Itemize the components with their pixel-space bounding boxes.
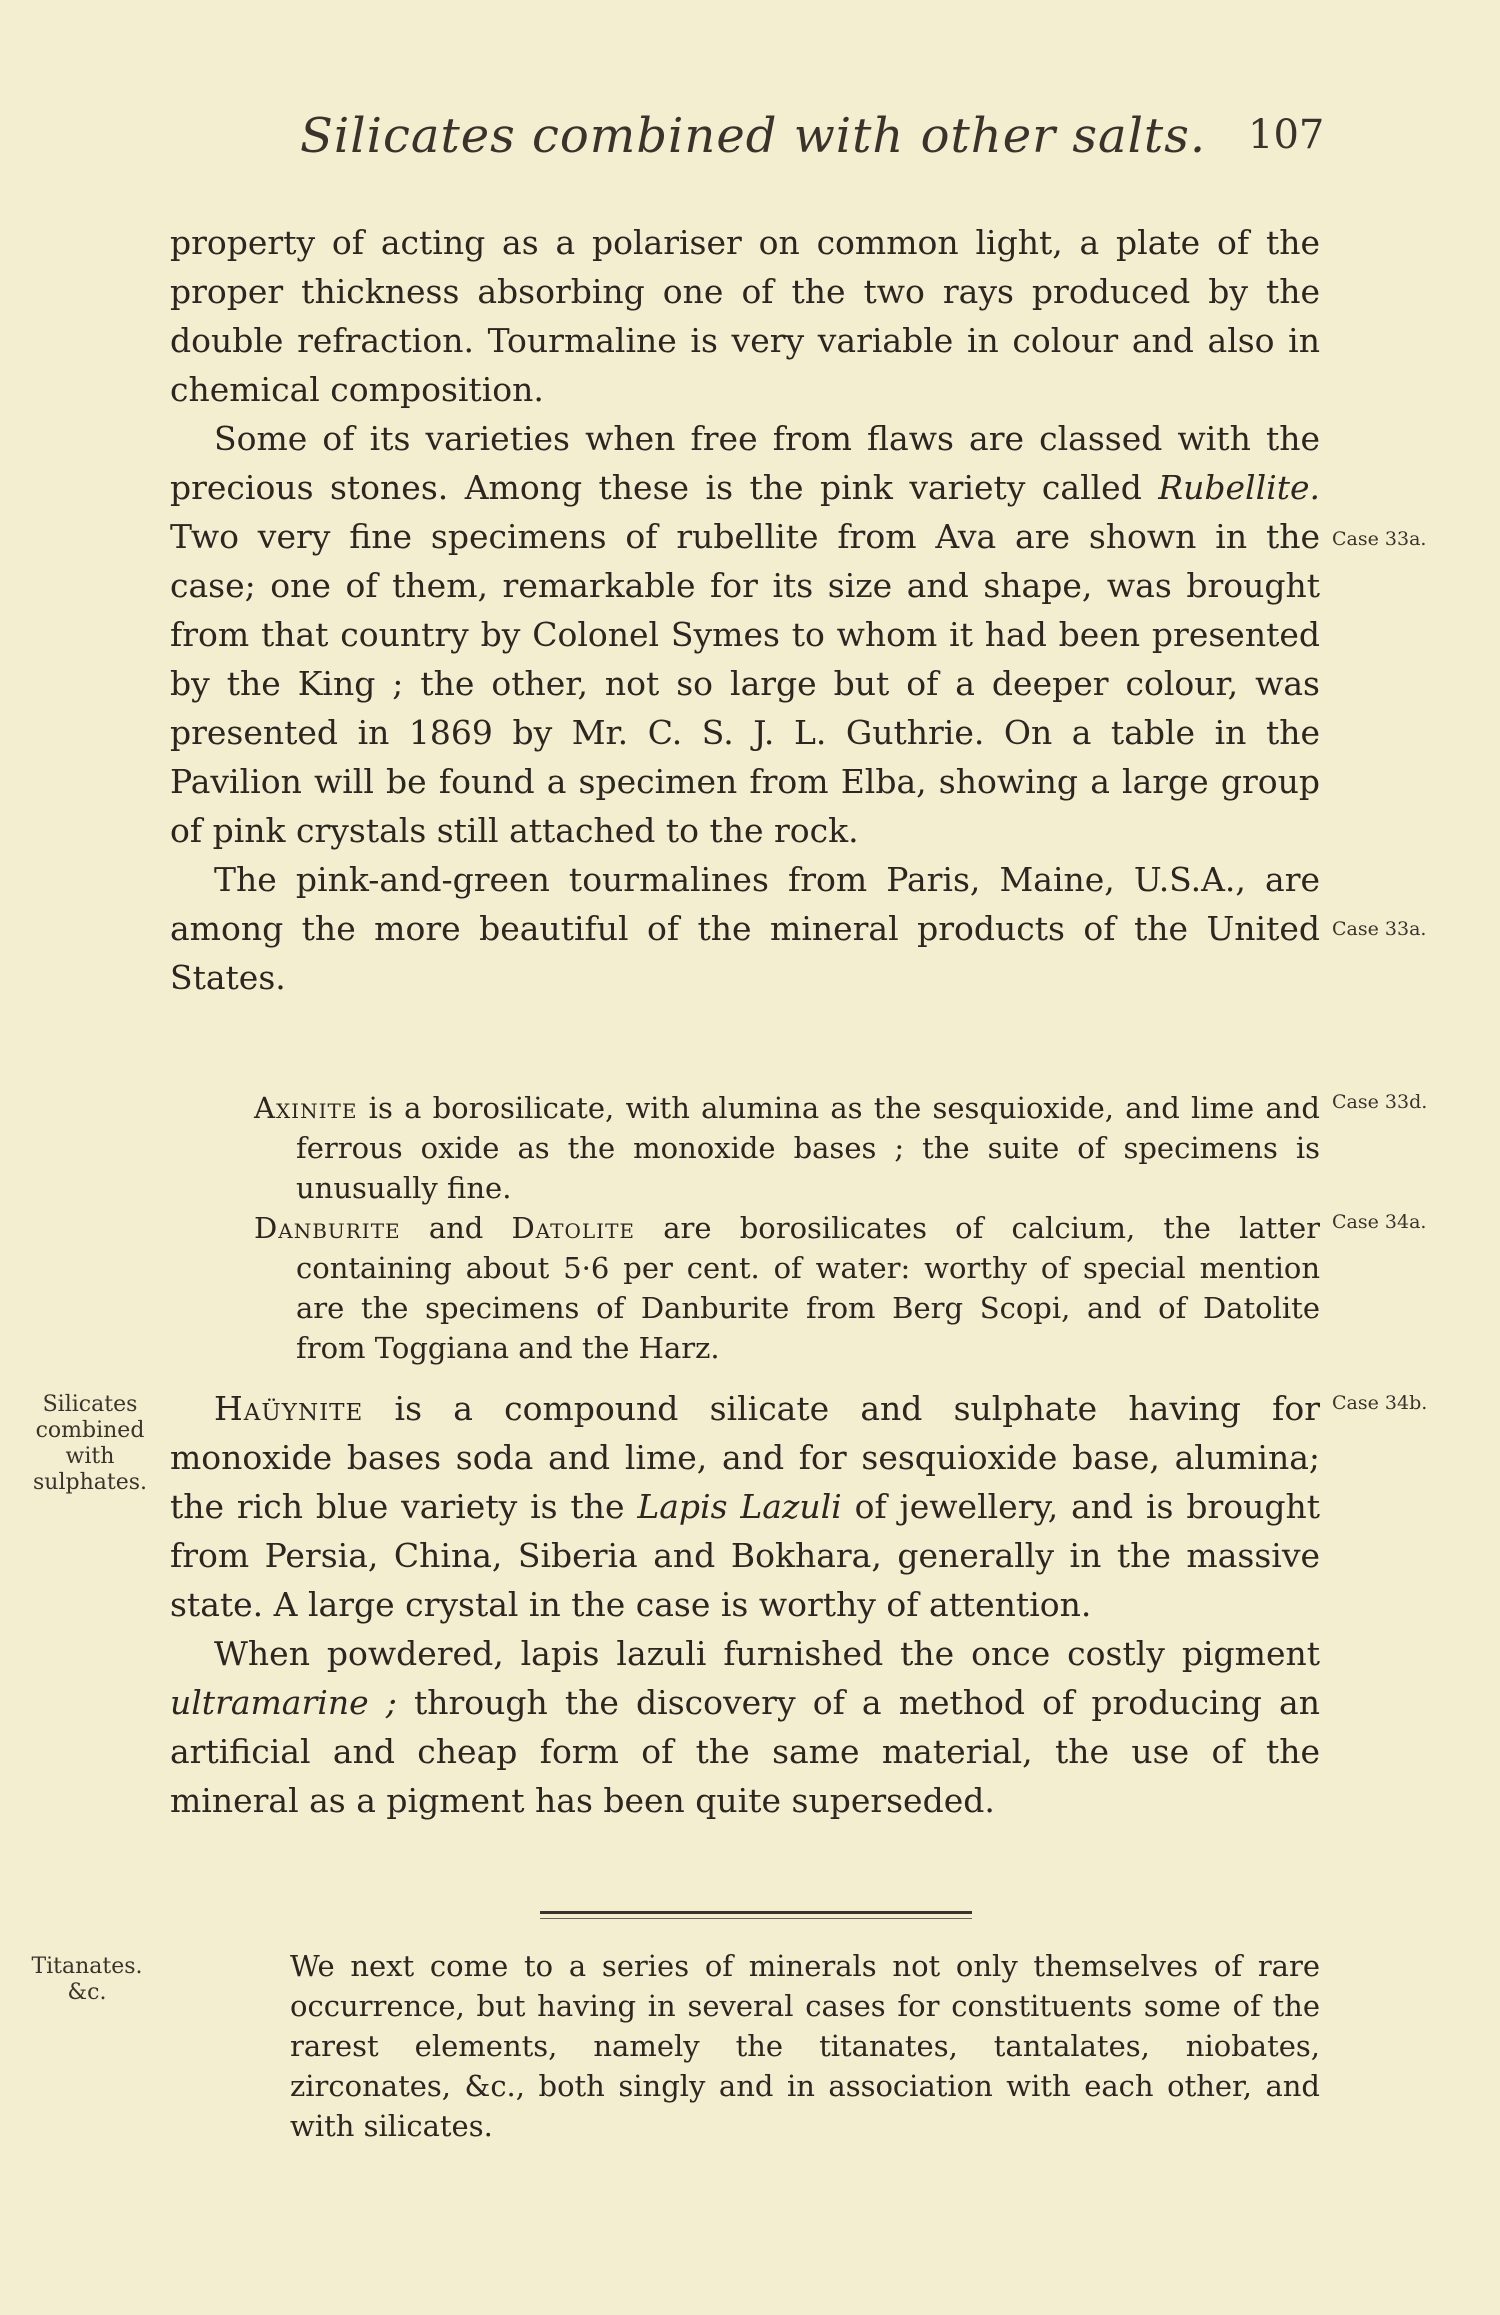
paragraph-danburite-datolite: [170, 1208, 1320, 1368]
titanates-text-block: [170, 1946, 1320, 2146]
main-text-block-1: [170, 218, 1320, 1002]
text-run: Two very fine specimens of rubellite from Ava are shown in the case; one of them, remarkable for its size and shape, was brought from that country by Colonel Symes to whom it had been presented by the King ; the other, not so large but of a deeper colour, was presented in 1869 by Mr. C. S. J. L. Guthrie. On a table in the Pavilion will be found a specimen from Elba, showing a large group of pink crystals still attached to the rock.: [170, 517, 1320, 850]
paragraph-pink-green-tourmalines: The pink-and-green tourmalines from Paris, Maine, U.S.A., are among the more beautiful of the mineral products of the United States.: [170, 860, 1320, 997]
margin-note-case-33a: Case 33a.: [1332, 528, 1427, 550]
paragraph-polariser: property of acting as a polariser on common light, a plate of the proper thickness absorbing one of the two rays produced by the double refraction. Tourmaline is very variable in colour and also in chemical composition.: [170, 223, 1320, 409]
left-note-line: with: [65, 1444, 115, 1469]
margin-note-case-34a: Case 34a.: [1332, 1211, 1427, 1233]
lapis-lazuli-italic: Lapis Lazuli: [637, 1487, 842, 1526]
danburite-heading: Danburite: [254, 1211, 401, 1245]
running-header: [280, 108, 1340, 168]
text-run: Some of its varieties when free from flaws are classed with the precious stones. Among these is the pink variety called: [170, 419, 1320, 507]
text-run: are borosilicates of calcium, the latter containing about 5·6 per cent. of water: worthy of special mention are the specimens of Danburite from Berg Scopi, and of Datolite from Toggiana and the Harz.: [296, 1211, 1320, 1365]
text-run: is a borosilicate, with alumina as the sesquioxide, and lime and ferrous oxide as the monoxide bases ; the suite of specimens is unusually fine.: [296, 1091, 1320, 1205]
text-run: through the discovery of a method of producing an artificial and cheap form of the same material, the use of the mineral as a pigment has been quite superseded.: [170, 1683, 1320, 1820]
paragraph-titanates: We next come to a series of minerals not only themselves of rare occurrence, but having in several cases for constituents some of the rarest elements, namely the titanates, tantalates, niobates, zirconates, &c., both singly and in association with each other, and with silicates.: [290, 1949, 1320, 2143]
left-note-titanates: [12, 1954, 162, 2006]
margin-note-case-33d: Case 33d.: [1332, 1091, 1428, 1113]
section-divider-rule-thin: [540, 1918, 972, 1919]
ultramarine-italic: ultramarine ;: [170, 1683, 397, 1722]
paragraph-axinite: [170, 1088, 1320, 1208]
page-number: 107: [1248, 112, 1325, 158]
main-text-block-2: [170, 1384, 1320, 1825]
left-note-silicates-sulphates: [20, 1392, 160, 1496]
section-divider-rule: [540, 1911, 972, 1914]
hauynite-heading: Haüynite: [214, 1389, 364, 1428]
rubellite-italic: Rubellite.: [1158, 468, 1320, 507]
axinite-heading: Axinite: [254, 1091, 358, 1125]
text-run: and: [400, 1211, 512, 1245]
page-title: Silicates combined with other salts.: [300, 108, 1207, 164]
margin-note-case-33a-second: Case 33a.: [1332, 918, 1427, 940]
left-note-line: Titanates.: [31, 1954, 143, 1979]
paragraph-hauynite: [170, 1384, 1320, 1629]
paragraph-ultramarine: [170, 1629, 1320, 1825]
small-text-block: [170, 1088, 1320, 1368]
datolite-heading: Datolite: [511, 1211, 636, 1245]
left-note-line: Silicates: [42, 1392, 138, 1417]
text-run: is a compound silicate and sulphate having for monoxide bases soda and lime, and for sesquioxide base, alumina; the rich blue variety is the: [170, 1389, 1320, 1526]
margin-note-case-34b: Case 34b.: [1332, 1392, 1428, 1414]
left-note-line: &c.: [67, 1980, 107, 2005]
text-run: of jewellery, and is brought from Persia, China, Siberia and Bokhara, generally in the massive state. A large crystal in the case is worthy of attention.: [170, 1487, 1321, 1624]
left-note-line: combined: [35, 1418, 145, 1443]
paragraph-rubellite: [170, 414, 1320, 855]
left-note-line: sulphates.: [32, 1470, 147, 1495]
text-run: When powdered, lapis lazuli furnished the once costly pigment: [214, 1634, 1320, 1673]
